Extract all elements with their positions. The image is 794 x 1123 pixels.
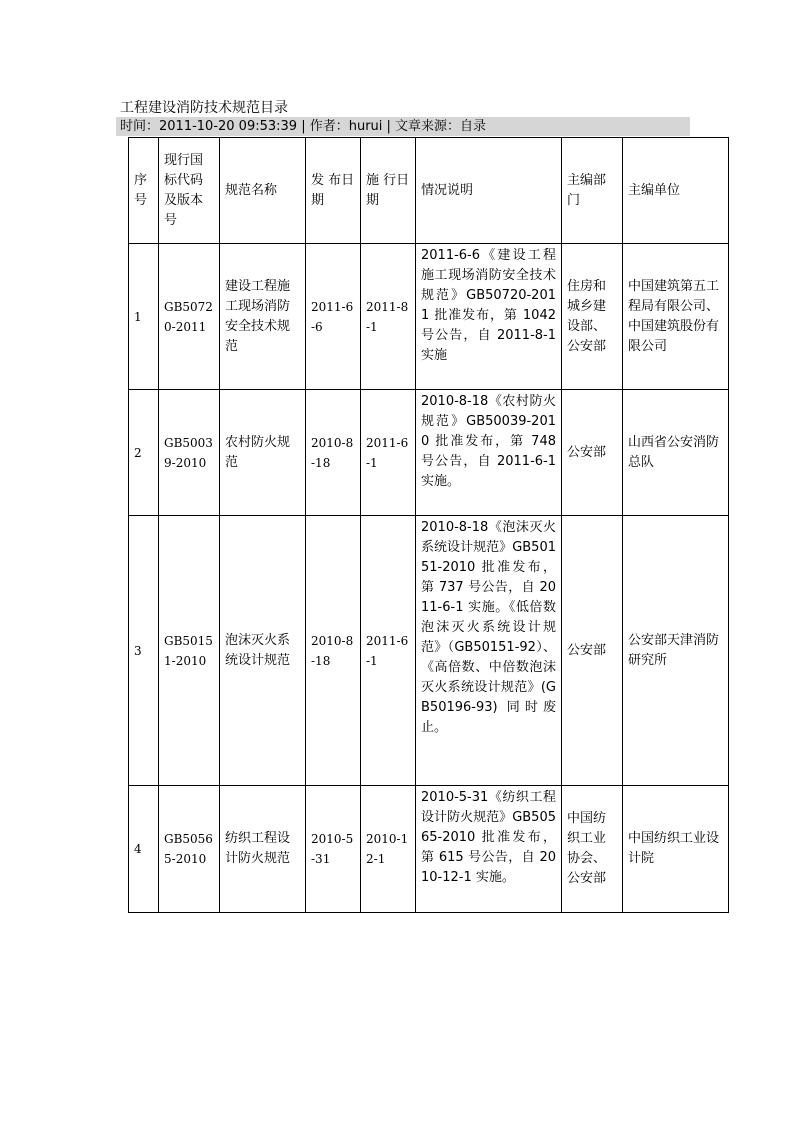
table-row	[129, 786, 729, 913]
publish-date: 2010-8-18	[306, 390, 361, 516]
editing-unit: 中国建筑第五工程局有限公司、中国建筑股份有限公司	[623, 244, 729, 390]
header-cell: 规范名称	[220, 138, 306, 244]
page-title: 工程建设消防技术规范目录	[120, 100, 288, 116]
row-number: 4	[129, 786, 159, 913]
editing-department: 住房和城乡建设部、公安部	[562, 244, 623, 390]
standard-name: 农村防火规范	[220, 390, 306, 516]
status-description: 2010-8-18《农村防火规范》GB50039-2010 批准发布，第 748 号公告，自 2011-6-1 实施。	[416, 390, 562, 516]
header-cell: 主编部门	[562, 138, 623, 244]
standard-code: GB50565-2010	[159, 786, 220, 913]
publish-date: 2011-6-6	[306, 244, 361, 390]
effective-date: 2011-6-1	[361, 516, 416, 786]
header-cell: 施 行日期	[361, 138, 416, 244]
editing-department: 公安部	[562, 390, 623, 516]
table-row	[129, 516, 729, 786]
table-row	[129, 390, 729, 516]
editing-unit: 公安部天津消防研究所	[623, 516, 729, 786]
spec-table	[128, 137, 729, 913]
publish-date: 2010-5-31	[306, 786, 361, 913]
effective-date: 2011-6-1	[361, 390, 416, 516]
editing-department: 公安部	[562, 516, 623, 786]
status-description: 2011-6-6《建设工程施工现场消防安全技术规范》GB50720-2011 批准发布，第 1042 号公告，自 2011-8-1 实施	[416, 244, 562, 390]
effective-date: 2010-12-1	[361, 786, 416, 913]
editing-department: 中国纺织工业协会、公安部	[562, 786, 623, 913]
header-cell: 现行国标代码及版本号	[159, 138, 220, 244]
status-description: 2010-8-18《泡沫灭火系统设计规范》GB50151-2010 批准发布，第 737 号公告，自 2011-6-1 实施。《低倍数泡沫灭火系统设计规范》（GB50151-92）、《高倍数、中倍数泡沫灭火系统设计规范》(GB50196-93) 同时废止。	[416, 516, 562, 786]
standard-code: GB50720-2011	[159, 244, 220, 390]
article-meta: 时间：2011-10-20 09:53:39 | 作者：hurui | 文章来源：自录	[116, 117, 690, 136]
standard-name: 建设工程施工现场消防安全技术规范	[220, 244, 306, 390]
effective-date: 2011-8-1	[361, 244, 416, 390]
editing-unit: 中国纺织工业设计院	[623, 786, 729, 913]
standard-name: 泡沫灭火系统设计规范	[220, 516, 306, 786]
editing-unit: 山西省公安消防总队	[623, 390, 729, 516]
publish-date: 2010-8-18	[306, 516, 361, 786]
row-number: 3	[129, 516, 159, 786]
standard-code: GB50151-2010	[159, 516, 220, 786]
header-cell: 序号	[129, 138, 159, 244]
spec-table-wrapper	[128, 137, 720, 916]
row-number: 1	[129, 244, 159, 390]
table-row	[129, 244, 729, 390]
header-cell: 发 布日期	[306, 138, 361, 244]
table-header-row	[129, 138, 729, 244]
row-number: 2	[129, 390, 159, 516]
header-cell: 主编单位	[623, 138, 729, 244]
standard-code: GB50039-2010	[159, 390, 220, 516]
status-description: 2010-5-31《纺织工程设计防火规范》GB50565-2010 批准发布，第 615 号公告，自 2010-12-1 实施。	[416, 786, 562, 913]
header-cell: 情况说明	[416, 138, 562, 244]
standard-name: 纺织工程设计防火规范	[220, 786, 306, 913]
